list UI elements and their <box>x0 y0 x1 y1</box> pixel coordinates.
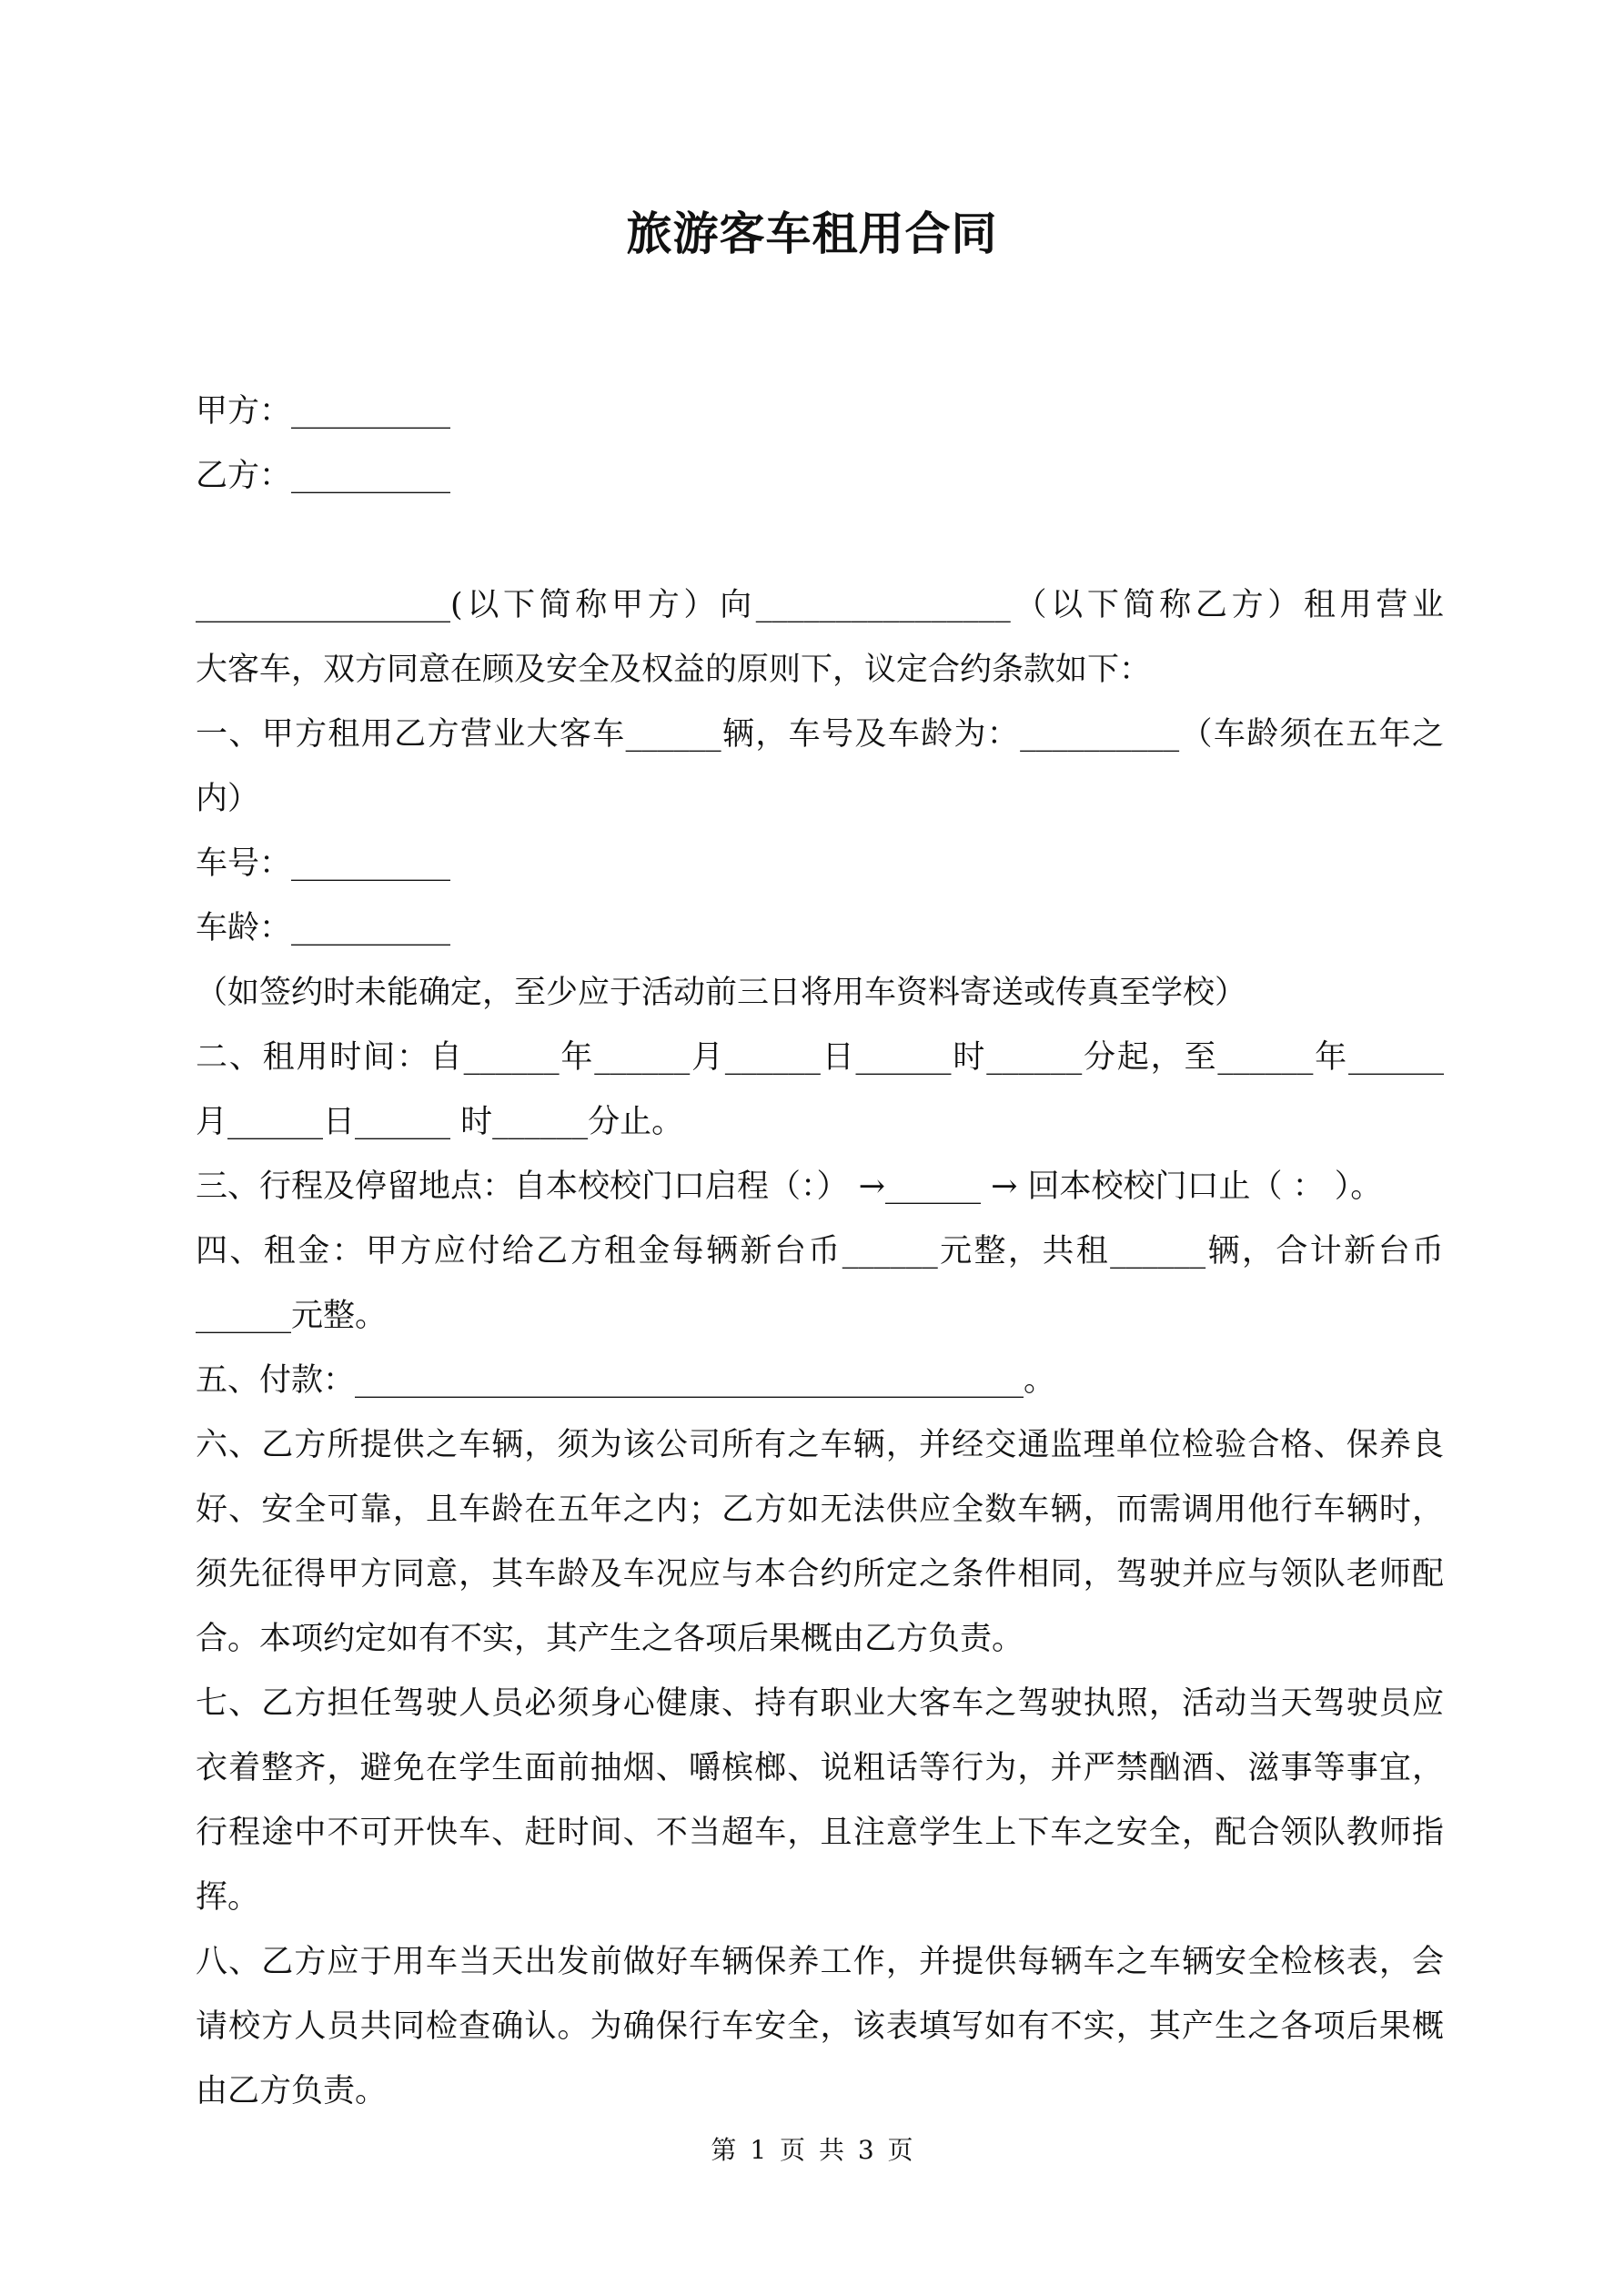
text-line-clause-6-4: 合。本项约定如有不实，其产生之各项后果概由乙方负责。 <box>196 1621 1024 1657</box>
text-line-note: （如签约时未能确定，至少应于活动前三日将用车资料寄送或传真至学校） <box>196 975 1247 1011</box>
text-line-clause-7-4: 挥。 <box>196 1879 260 1916</box>
text-line-preamble-1: ________________(以下简称甲方）向________________（以下简称乙方）租用营业 <box>196 587 1444 623</box>
text-line-clause-7-2: 衣着整齐，避免在学生面前抽烟、嚼槟榔、说粗话等行为，并严禁酗酒、滋事等事宜， <box>196 1750 1444 1786</box>
text-line-clause-8-3: 由乙方负责。 <box>196 2073 388 2109</box>
text-line-clause-4-cont: ______元整。 <box>196 1298 388 1334</box>
text-line-clause-2-cont: 月______日______ 时______分止。 <box>196 1104 684 1140</box>
text-line-clause-6-2: 好、安全可靠，且车龄在五年之内；乙方如无法供应全数车辆，而需调用他行车辆时， <box>196 1492 1444 1528</box>
text-line-clause-6-1: 六、乙方所提供之车辆，须为该公司所有之车辆，并经交通监理单位检验合格、保养良 <box>196 1427 1444 1463</box>
text-line-clause-1-cont: 内） <box>196 781 260 817</box>
text-line-clause-6-3: 须先征得甲方同意，其车龄及车况应与本合约所定之条件相同，驾驶并应与领队老师配 <box>196 1556 1444 1593</box>
text-line-clause-1: 一、甲方租用乙方营业大客车______辆，车号及车龄为：__________（车龄须在五年之 <box>196 716 1444 753</box>
text-line-clause-2: 二、租用时间：自______年______月______日______时______分起，至______年______ <box>196 1039 1444 1076</box>
text-line-clause-3: 三、行程及停留地点：自本校校门口启程（：） →______ → 回本校校门口止（ ： ）。 <box>196 1168 1383 1205</box>
party-a-line: 甲方：__________ <box>196 393 451 430</box>
text-line-clause-4: 四、租金：甲方应付给乙方租金每辆新台币______元整，共租______辆，合计新台币 <box>196 1233 1444 1269</box>
party-b-line: 乙方：__________ <box>196 458 451 494</box>
text-line-vehicle-age: 车龄：__________ <box>196 910 451 946</box>
document-title: 旅游客车租用合同 <box>626 207 998 260</box>
blank-spacer <box>196 509 1444 573</box>
text-line-clause-8-1: 八、乙方应于用车当天出发前做好车辆保养工作，并提供每辆车之车辆安全检核表，会 <box>196 1944 1444 1980</box>
document-body <box>196 379 1444 2124</box>
text-line-clause-8-2: 请校方人员共同检查确认。为确保行车安全，该表填写如有不实，其产生之各项后果概 <box>196 2008 1444 2045</box>
text-line-clause-5: 五、付款：__________________________________________。 <box>196 1362 1056 1399</box>
page-footer: 第 1 页 共 3 页 <box>711 2135 913 2165</box>
text-line-clause-7-3: 行程途中不可开快车、赶时间、不当超车，且注意学生上下车之安全，配合领队教师指 <box>196 1815 1444 1851</box>
text-line-preamble-2: 大客车，双方同意在顾及安全及权益的原则下，议定合约条款如下： <box>196 652 1152 688</box>
text-line-clause-7-1: 七、乙方担任驾驶人员必须身心健康、持有职业大客车之驾驶执照，活动当天驾驶员应 <box>196 1685 1444 1722</box>
text-line-vehicle-number: 车号：__________ <box>196 845 451 882</box>
